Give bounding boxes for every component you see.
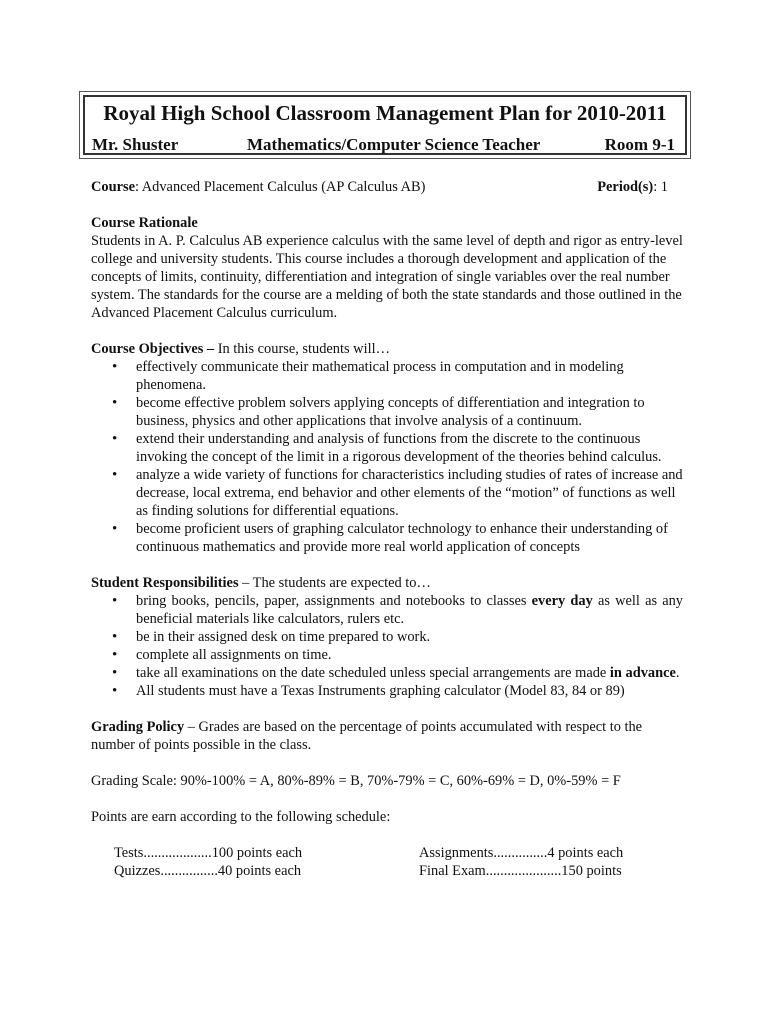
points-table — [91, 844, 683, 880]
course-value: : Advanced Placement Calculus (AP Calculus AB) — [134, 179, 426, 195]
objectives-list — [91, 358, 683, 556]
list-item: • complete all assignments on time. — [91, 646, 683, 664]
list-item: • effectively communicate their mathematical process in computation and in modeling phenomena. — [91, 358, 683, 394]
points-final-exam: Final Exam.....................150 points — [419, 863, 622, 879]
points-quizzes: Quizzes................40 points each — [114, 863, 302, 879]
period-value: : 1 — [653, 179, 668, 195]
teacher-name: Mr. Shuster — [92, 135, 179, 154]
points-tests: Tests...................100 points each — [114, 845, 303, 861]
points-assignments: Assignments...............4 points each — [419, 845, 624, 861]
list-item: • extend their understanding and analysis of functions from the discrete to the continuous invoking the concept of the limit in a rigorous development of the theories behind calculus. — [91, 430, 683, 466]
teacher-role: Mathematics/Computer Science Teacher — [247, 135, 541, 154]
room-number: Room 9-1 — [604, 135, 675, 154]
objectives-intro: Course Objectives – In this course, students will… — [91, 341, 390, 357]
list-item: • analyze a wide variety of functions for characteristics including studies of rates of increase and decrease, local extrema, end behavior and other elements of the “motion” of functions as well as finding solutions for differential equations. — [91, 466, 683, 520]
responsibilities-list — [91, 592, 683, 700]
responsibilities-intro: Student Responsibilities – The students are expected to… — [91, 575, 431, 591]
points-schedule-intro: Points are earn according to the following schedule: — [91, 809, 391, 825]
list-item: • bring books, pencils, paper, assignments and notebooks to classes every day as well as any beneficial materials like calculators, rulers etc. — [91, 592, 683, 628]
objectives-heading: Course Objectives – — [91, 341, 215, 357]
document-body — [91, 178, 683, 880]
period-label: Period(s) — [597, 179, 654, 195]
list-item: • take all examinations on the date scheduled unless special arrangements are made in advance. — [91, 664, 683, 682]
list-item: • become proficient users of graphing calculator technology to enhance their understanding of continuous mathematics and provide more real world application of concepts — [91, 520, 683, 556]
rationale-text: Students in A. P. Calculus AB experience calculus with the same level of depth and rigor as entry-level college and university students. This course includes a thorough development and application of the concepts of limits, continuity, differentiation and integration of single variables over the real number system. The standards for the course are a melding of both the state standards and those outlined in the Advanced Placement Calculus curriculum. — [91, 233, 683, 321]
list-item: • become effective problem solvers applying concepts of differentiation and integration to business, physics and other applications that involve analysis of a continuum. — [91, 394, 683, 430]
responsibilities-heading: Student Responsibilities — [91, 575, 239, 591]
rationale-heading: Course Rationale — [91, 215, 198, 231]
list-item: • be in their assigned desk on time prepared to work. — [91, 628, 683, 646]
grading-heading: Grading Policy — [91, 719, 185, 735]
header-box — [79, 91, 691, 159]
page-title: Royal High School Classroom Management Plan for 2010-2011 — [103, 101, 667, 125]
grading-scale: Grading Scale: 90%-100% = A, 80%-89% = B, 70%-79% = C, 60%-69% = D, 0%-59% = F — [91, 773, 621, 789]
grading-policy: Grading Policy – Grades are based on the percentage of points accumulated with respect to the number of points possible in the class. — [91, 719, 643, 753]
period-info — [597, 178, 668, 196]
course-label: Course — [91, 179, 135, 195]
course-line — [91, 178, 683, 196]
list-item: • All students must have a Texas Instruments graphing calculator (Model 83, 84 or 89) — [91, 682, 683, 700]
header-inner-frame — [83, 95, 687, 155]
